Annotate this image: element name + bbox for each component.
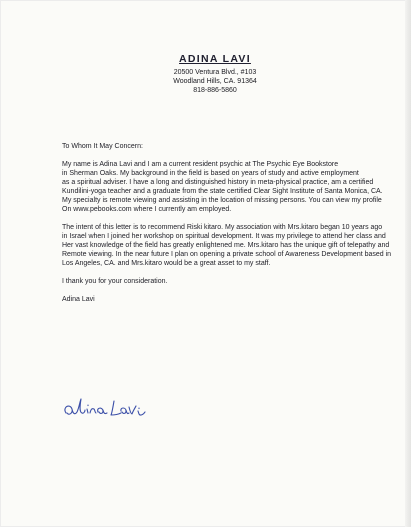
letterhead-name: ADINA LAVI — [179, 53, 251, 65]
paragraph-line: On www.pebooks.com where I currently am employed. — [62, 206, 232, 213]
scan-edge-shadow — [405, 0, 411, 527]
paragraph-line: Remote viewing. In the near future I plan on opening a private school of Awareness Development based in — [62, 251, 392, 258]
paragraph-line: The intent of this letter is to recommend Riski kitaro. My association with Mrs.kitaro began 10 years ago — [62, 224, 383, 231]
paragraph-line: in Israel when I joined her workshop on spiritual development. It was my privilege to attend her class and — [62, 233, 386, 240]
letterhead — [150, 55, 280, 95]
letter-body — [62, 142, 397, 304]
letterhead-address-line1: 20500 Ventura Blvd., #103 — [173, 69, 257, 76]
signature-stroke-first — [65, 399, 107, 414]
paragraph-line: Her vast knowledge of the field has greatly enlightened me. Mrs.kitaro has the unique gift of telepathy and — [62, 242, 390, 249]
paragraph-line: as a spiritual adviser. I have a long and distinguished history in meta-physical practice, am a certified — [62, 179, 374, 186]
salutation: To Whom It May Concern: — [62, 143, 143, 150]
paragraph-line: in Sherman Oaks. My background in the field is based on years of study and active employment — [62, 170, 359, 177]
closing: I thank you for your consideration. — [62, 278, 168, 285]
letterhead-address-line2: Woodland Hills, CA. 91364 — [173, 78, 257, 85]
paragraph-line: My name is Adina Lavi and I am a current resident psychic at The Psychic Eye Bookstore — [62, 161, 339, 168]
paragraph-recommendation — [62, 223, 397, 268]
letterhead-phone: 818-886-5860 — [193, 87, 237, 94]
paragraph-line: Los Angeles, CA. and Mrs.kitaro would be a great asset to my staff. — [62, 260, 271, 267]
paragraph-line: My specialty is remote viewing and assisting in the location of missing persons. You can view my profile — [62, 197, 382, 204]
signer-name: Adina Lavi — [62, 296, 95, 303]
paragraph-intro — [62, 160, 397, 214]
signature-stroke-last — [111, 401, 145, 415]
paragraph-line: Kundilini-yoga teacher and a graduate from the state certified Clear Sight Institute of Santa Monica, CA. — [62, 188, 383, 195]
handwritten-signature — [60, 393, 150, 423]
